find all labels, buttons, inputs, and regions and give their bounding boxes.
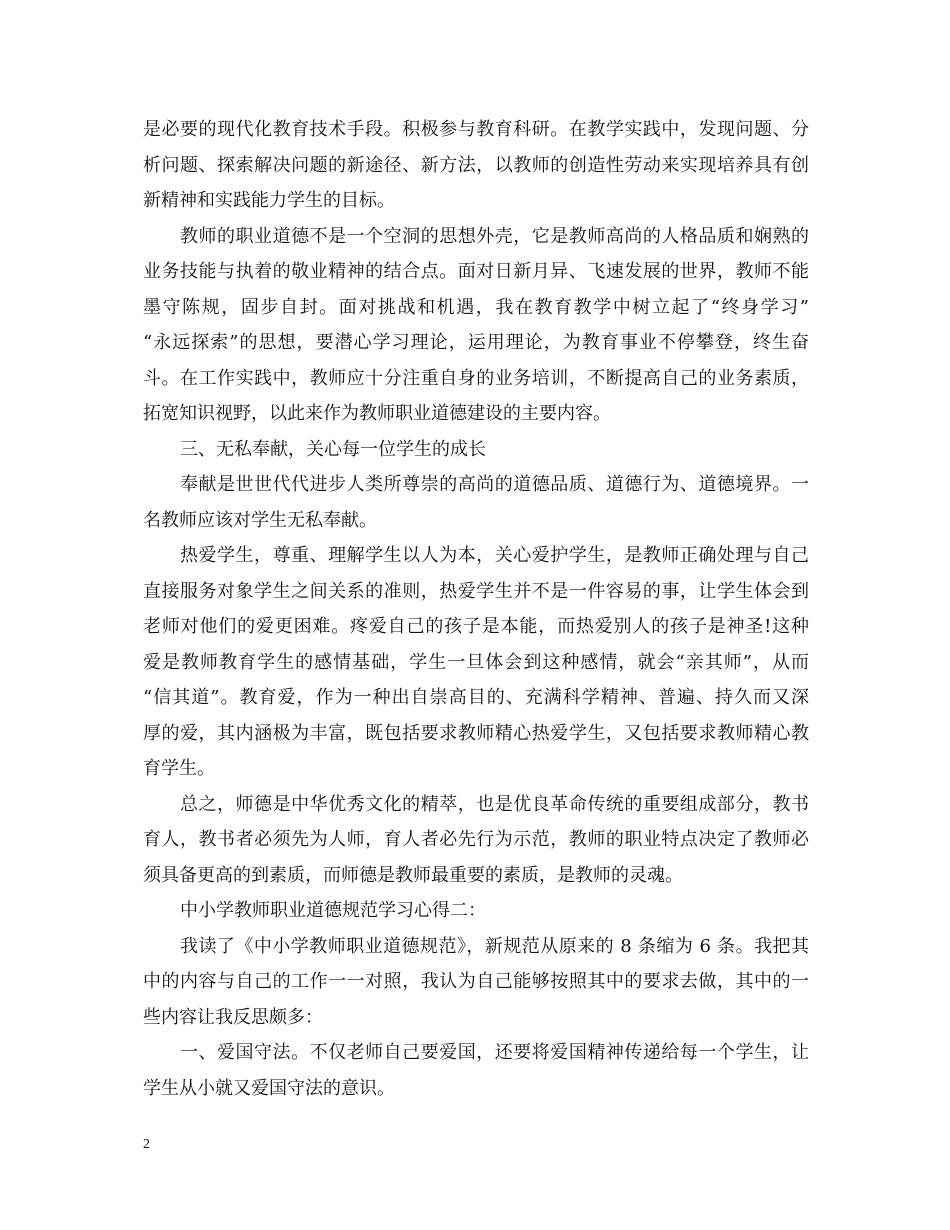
text-line: 育人，教书者必须先为人师，育人者必先行为示范，教师的职业特点决定了教师必 [143, 829, 809, 850]
section-heading: 中小学教师职业道德规范学习心得二： [180, 900, 486, 921]
section-heading: 三、无私奉献，关心每一位学生的成长 [180, 438, 486, 460]
text-line: 是必要的现代化教育技术手段。积极参与教育科研。在教学实践中，发现问题、分 [143, 119, 809, 140]
text-line: 直接服务对象学生之间关系的准则，热爱学生并不是一件容易的事，让学生体会到 [143, 580, 809, 602]
text-line: 老师对他们的爱更困难。疼爱自己的孩子是本能，而热爱别人的孩子是神圣!这种 [143, 616, 809, 637]
text-line: 斗。在工作实践中，教师应十分注重自身的业务培训，不断提高自己的业务素质， [143, 367, 809, 389]
body-text [143, 112, 809, 1106]
text-line: 育学生。 [143, 758, 215, 779]
text-line: 新精神和实践能力学生的目标。 [143, 190, 395, 211]
text-line: 中的内容与自己的工作一一对照，我认为自己能够按照其中的要求去做，其中的一 [143, 971, 809, 992]
text-line: 业务技能与执着的敬业精神的结合点。面对日新月异、飞速发展的世界，教师不能 [143, 261, 809, 282]
text-line: 爱是教师教育学生的感情基础，学生一旦体会到这种感情，就会“亲其师”，从而 [143, 651, 809, 673]
text-line: 墨守陈规，固步自封。面对挑战和机遇，我在教育教学中树立起了“终身学习” [143, 296, 809, 318]
text-line: 学生从小就又爱国守法的意识。 [143, 1077, 395, 1099]
text-line: 我读了《中小学教师职业道德规范》，新规范从原来的 8 条缩为 6 条。我把其 [180, 935, 809, 957]
text-line: 教师的职业道德不是一个空洞的思想外壳，它是教师高尚的人格品质和娴熟的 [180, 225, 809, 247]
text-line: 须具备更高的到素质，而师德是教师最重要的素质，是教师的灵魂。 [143, 864, 683, 886]
text-line: 奉献是世世代代进步人类所尊崇的高尚的道德品质、道德行为、道德境界。一 [180, 474, 809, 495]
text-line: 热爱学生，尊重、理解学生以人为本，关心爱护学生，是教师正确处理与自己 [180, 545, 809, 566]
text-line: 些内容让我反思颇多： [143, 1006, 323, 1028]
text-line: “永远探索”的思想，要潜心学习理论，运用理论，为教育事业不停攀登，终生奋 [143, 332, 809, 353]
text-line: 析问题、探索解决问题的新途径、新方法，以教师的创造性劳动来实现培养具有创 [143, 154, 809, 176]
text-line: 厚的爱，其内涵极为丰富，既包括要求教师精心热爱学生，又包括要求教师精心教 [143, 722, 809, 744]
text-line: 总之，师德是中华优秀文化的精萃，也是优良革命传统的重要组成部分，教书 [180, 793, 809, 815]
text-line: 一、爱国守法。不仅老师自己要爱国，还要将爱国精神传递给每一个学生，让 [180, 1042, 809, 1063]
text-line: 拓宽知识视野，以此来作为教师职业道德建设的主要内容。 [143, 403, 611, 424]
text-line: 名教师应该对学生无私奉献。 [143, 509, 377, 531]
page-number: 2 [143, 1137, 150, 1152]
text-line: “信其道”。教育爱，作为一种出自崇高目的、充满科学精神、普遍、持久而又深 [143, 687, 809, 708]
